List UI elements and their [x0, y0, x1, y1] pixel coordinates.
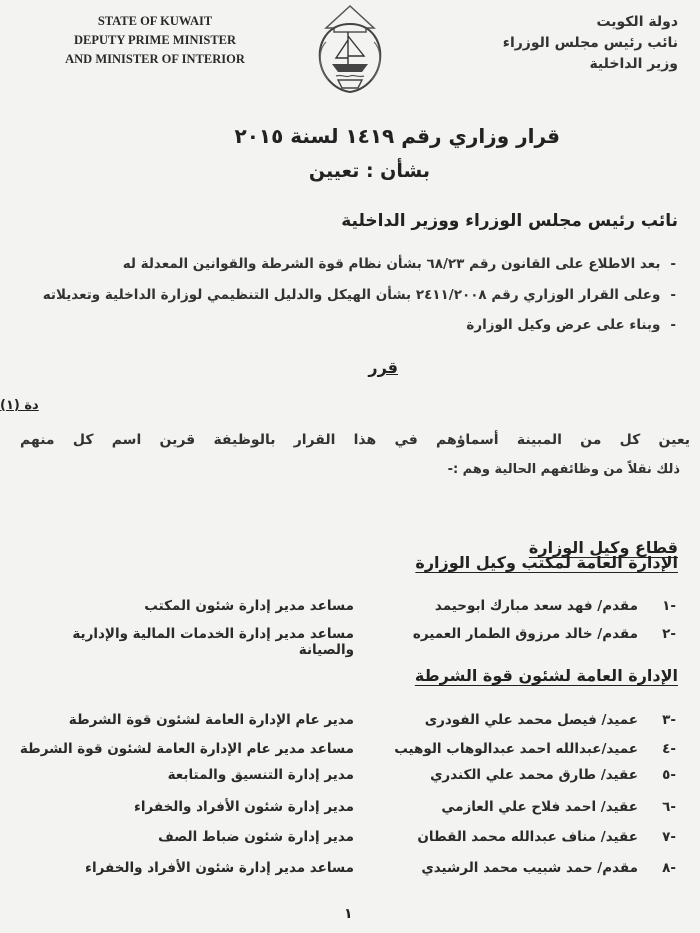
appointment-row — [16, 829, 676, 851]
preamble-clause: -وعلى القرار الوزاري رقم ٢٤١١/٢٠٠٨ بشأن الهيكل والدليل التنظيمي لوزارة الداخلية وتعديلاته — [42, 287, 676, 303]
issuing-authority: نائب رئيس مجلس الوزراء ووزير الداخلية — [341, 211, 678, 231]
decree-title: قرار وزاري رقم ١٤١٩ لسنة ٢٠١٥ — [234, 124, 560, 148]
appointment-row — [16, 799, 676, 821]
assigned-position: مساعد مدير عام الإدارة العامة لشئون قوة الشرطة — [19, 741, 354, 757]
letterhead-line: AND MINISTER OF INTERIOR — [65, 52, 245, 66]
article-body: يعين كل من المبينة أسماؤهم في هذا القرار بالوظيفة قرين اسم كل منهم — [20, 432, 690, 448]
bullet-dash: - — [670, 256, 676, 272]
letterhead-line: وزير الداخلية — [589, 56, 678, 72]
assigned-position: مساعد مدير إدارة شئون الأفراد والخفراء — [85, 860, 354, 876]
row-number: -٢ — [662, 626, 676, 642]
row-number: -٣ — [662, 712, 676, 728]
decides-heading: قرر — [368, 358, 398, 377]
row-number: -٨ — [662, 860, 676, 876]
bullet-dash: - — [670, 317, 676, 333]
officer-name: مقدم/ حمد شبيب محمد الرشيدي — [421, 860, 638, 876]
appointment-row — [16, 712, 676, 734]
section-heading: قطاع وكيل الوزارة — [528, 538, 678, 557]
row-number: -٥ — [662, 767, 676, 783]
article-body-continued: ذلك نقلاً من وظائفهم الحالية وهم :- — [447, 462, 680, 477]
officer-name: عميد/ فيصل محمد علي الفودرى — [424, 712, 638, 728]
bullet-dash: - — [670, 287, 676, 303]
assigned-position: مدير إدارة شئون ضباط الصف — [158, 829, 354, 845]
officer-name: عقيد/ طارق محمد علي الكندري — [430, 767, 638, 783]
appointment-row — [16, 626, 676, 658]
officer-name: عميد/عبدالله احمد عبدالوهاب الوهيب — [394, 741, 638, 757]
row-number: -٤ — [662, 741, 676, 757]
appointment-row — [16, 767, 676, 789]
assigned-position: مدير إدارة شئون الأفراد والخفراء — [133, 799, 354, 815]
appointment-row — [16, 860, 676, 882]
assigned-position: مدير عام الإدارة العامة لشئون قوة الشرطة — [68, 712, 354, 728]
officer-name: عقيد/ احمد فلاح علي العازمي — [441, 799, 638, 815]
article-label: دة (١) — [0, 398, 39, 413]
appointment-row — [16, 598, 676, 620]
subsection-heading: الإدارة العامة لشئون قوة الشرطة — [414, 666, 678, 685]
kuwait-emblem-icon — [312, 2, 388, 94]
letterhead-line: نائب رئيس مجلس الوزراء — [502, 35, 678, 51]
page-number: ١ — [344, 906, 353, 922]
preamble-clause: -بعد الاطلاع على القانون رقم ٦٨/٢٣ بشأن نظام قوة الشرطة والقوانين المعدلة له — [122, 256, 676, 272]
row-number: -٦ — [662, 799, 676, 815]
english-letterhead — [50, 12, 260, 69]
assigned-position: مساعد مدير إدارة الخدمات المالية والإدارية والصيانة — [72, 626, 354, 658]
row-number: -٧ — [662, 829, 676, 845]
letterhead-line: STATE OF KUWAIT — [97, 14, 213, 28]
letterhead-line: DEPUTY PRIME MINISTER — [73, 33, 237, 47]
officer-name: مقدم/ فهد سعد مبارك ابوحيمد — [434, 598, 638, 614]
officer-name: مقدم/ خالد مرزوق الطمار العميره — [412, 626, 638, 642]
assigned-position: مساعد مدير إدارة شئون المكتب — [144, 598, 354, 614]
row-number: -١ — [662, 598, 676, 614]
letterhead-line: دولة الكويت — [596, 14, 678, 30]
preamble-clause: -وبناء على عرض وكيل الوزارة — [466, 317, 676, 333]
decree-subject: بشأن : تعيين — [308, 160, 430, 182]
arabic-letterhead — [468, 12, 678, 75]
assigned-position: مدير إدارة التنسيق والمتابعة — [167, 767, 354, 783]
officer-name: عقيد/ مناف عبدالله محمد القطان — [417, 829, 638, 845]
subsection-heading: الإدارة العامة لمكتب وكيل الوزارة — [415, 553, 678, 572]
appointment-row — [16, 741, 676, 763]
